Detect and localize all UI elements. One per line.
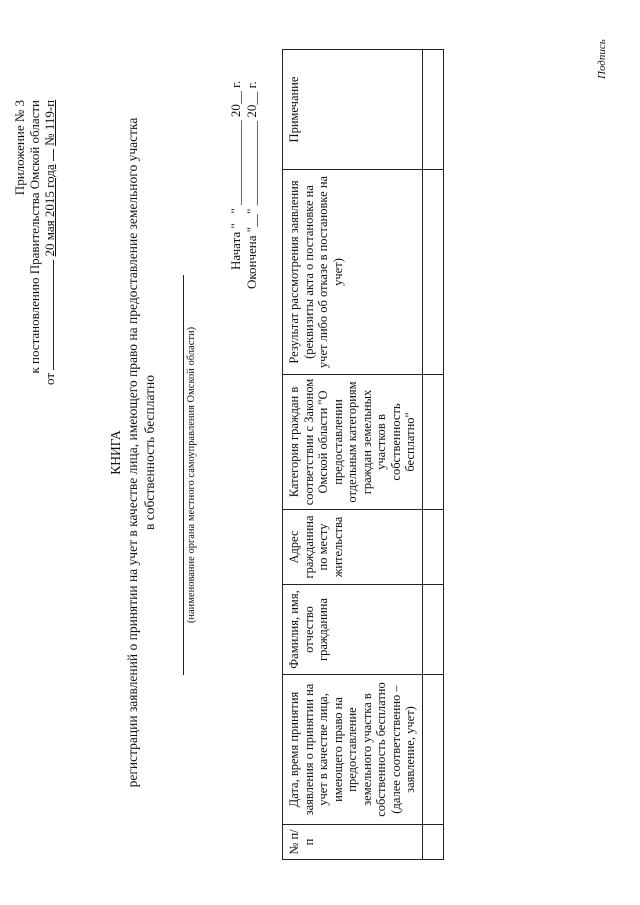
book-subtitle-line1: регистрации заявлений о принятии на учет в качестве лица, имеющего право на предоставление земельного участка (125, 117, 140, 788)
col-header-note: Примечание (283, 50, 423, 170)
from-prefix: от (42, 372, 57, 385)
col-header-address: Адрес гражданина по месту жительства (283, 510, 423, 585)
registration-table (282, 49, 444, 860)
org-name-line (183, 275, 184, 675)
appendix-label: Приложение № 3 (12, 100, 27, 196)
org-caption: (наименование органа местного самоуправления Омской области) (186, 326, 197, 624)
table-row (422, 50, 443, 860)
ended-date: Окончена "__" _____________ 20__ г. (244, 81, 259, 289)
col-header-result: Результат рассмотрения заявления (реквизиты акта о постановке на учет либо об отказе в постановке на учет) (283, 170, 423, 375)
signature-mark: Подпись (596, 39, 608, 79)
book-subtitle-line2: в собственность бесплатно (142, 375, 157, 530)
table-header-row (283, 50, 423, 860)
col-header-name: Фамилия, имя, отчество гражданина (283, 585, 423, 675)
resolution-number: № 119-п (42, 99, 57, 146)
book-title: КНИГА (108, 430, 123, 475)
started-date: Начата " " _____________ 20__ г. (228, 80, 243, 270)
resolution-date: 20 мая 2015 года (42, 164, 57, 257)
col-header-number: № п/п (283, 825, 423, 860)
col-header-date: Дата, время принятия заявления о принятии на учет в качестве лица, имеющего право на предоставление земельного участка в собственность бесплатно (далее соответственно – заявление, учет) (283, 675, 423, 825)
resolution-from-line (42, 100, 57, 385)
resolution-label: к постановлению Правительства Омской области (27, 100, 42, 374)
col-header-category: Категория граждан в соответствии с Законом Омской области "О предоставлении отдельным категориям граждан земельных участков в собственность бесплатно" (283, 375, 423, 510)
